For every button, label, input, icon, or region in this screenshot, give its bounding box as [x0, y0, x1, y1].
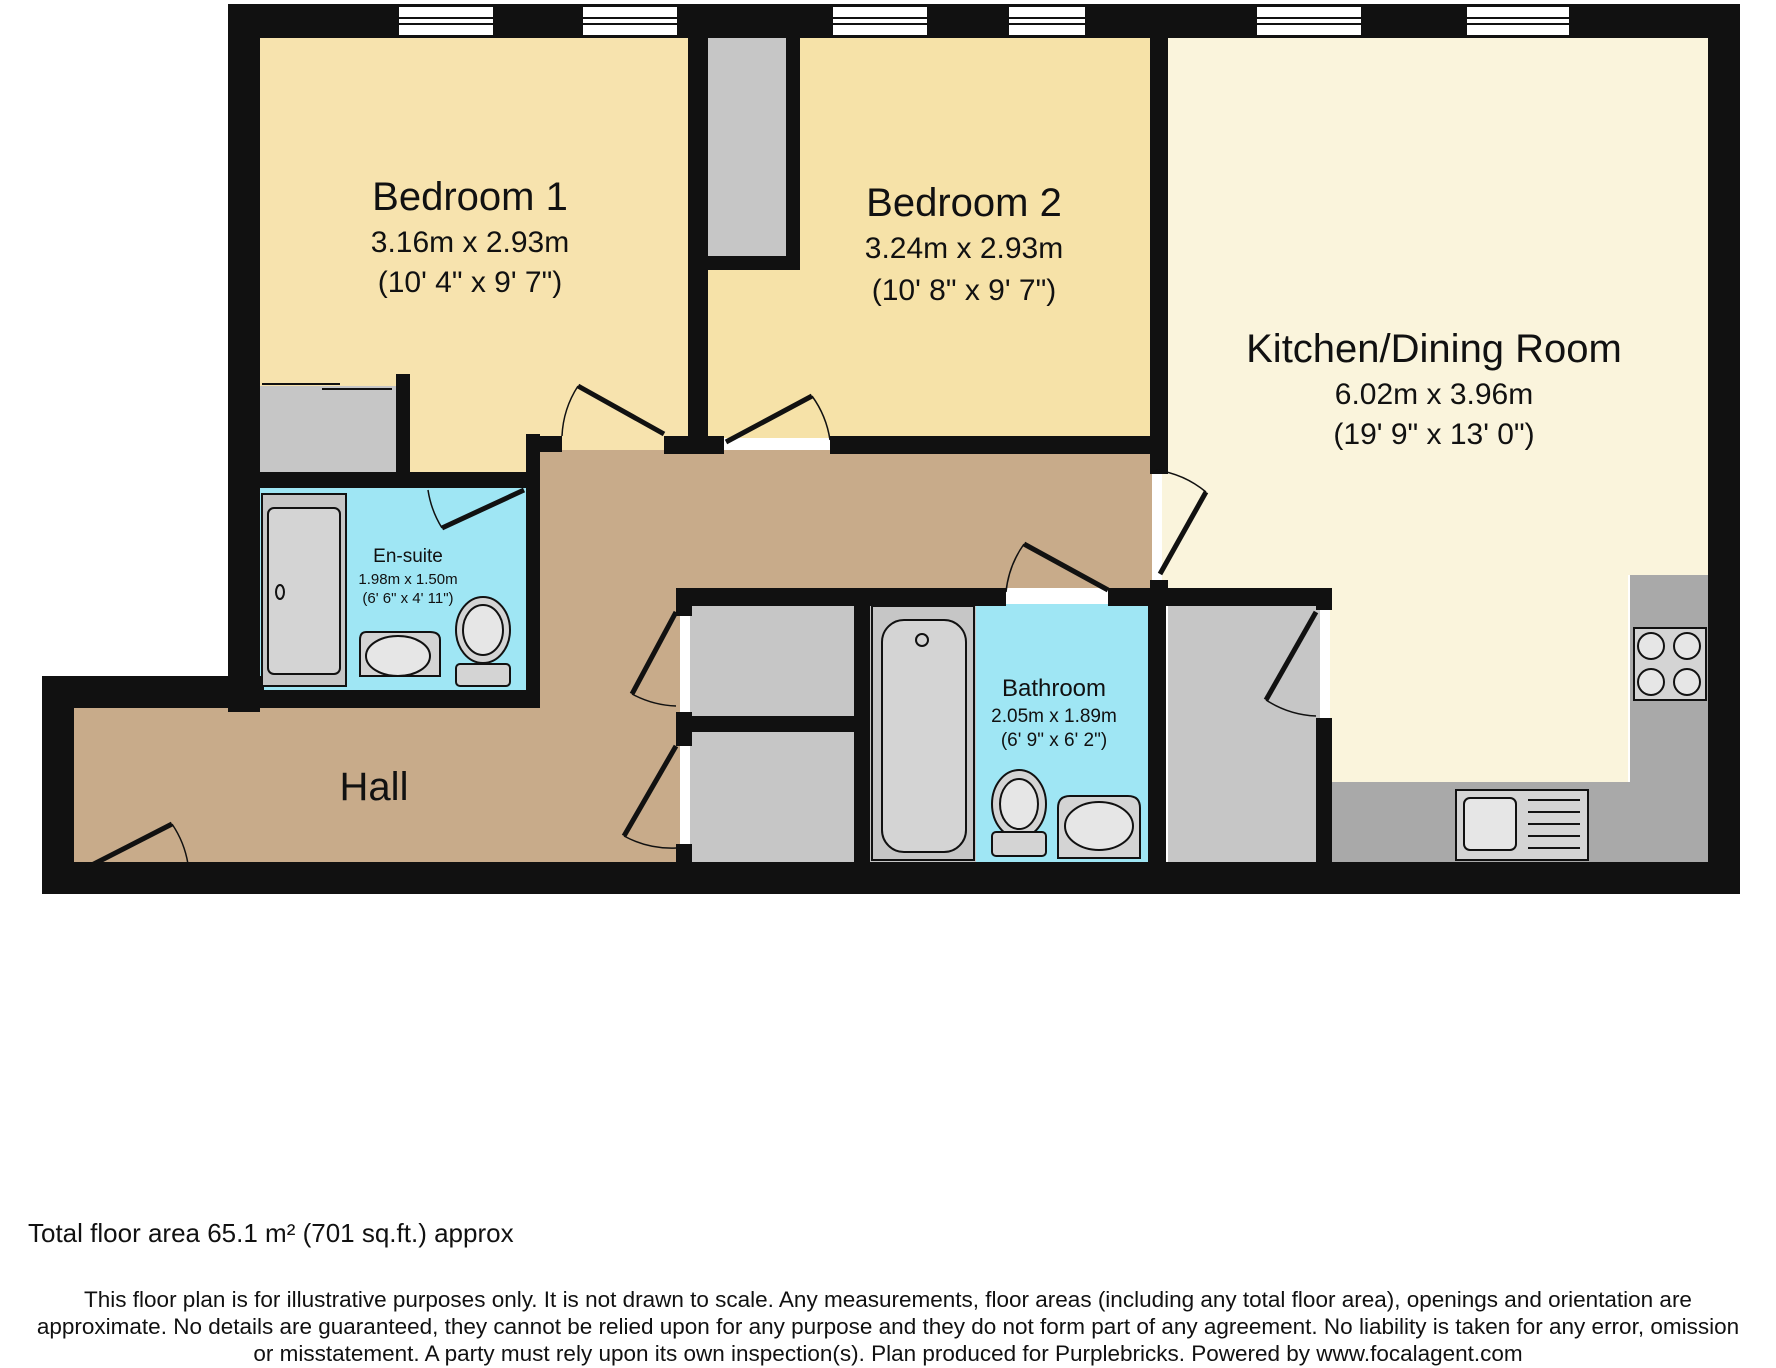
kitchen-name: Kitchen/Dining Room	[1246, 327, 1622, 371]
bathroom-name: Bathroom	[1001, 675, 1107, 702]
ensuite-metric: 1.98m x 1.50m	[358, 571, 458, 588]
hall-name: Hall	[339, 765, 409, 809]
disclaimer-line: This floor plan is for illustrative purposes only. It is not drawn to scale. Any measurements, floor areas (including any total floor area), openings and orientation are	[84, 1287, 1692, 1312]
bathroom-imperial: (6' 9" x 6' 2")	[1000, 730, 1108, 751]
bedroom2-metric: 3.24m x 2.93m	[864, 232, 1064, 265]
disclaimer-line: or misstatement. A party must rely upon its own inspection(s). Plan produced for Purplebricks. Powered by www.focalagent.com	[253, 1341, 1523, 1366]
shower-icon	[262, 494, 346, 686]
ensuite-name: En-suite	[373, 546, 443, 567]
kitchen-imperial: (19' 9" x 13' 0")	[1333, 418, 1535, 451]
bath-icon	[872, 606, 974, 860]
total-floor-area: Total floor area 65.1 m² (701 sq.ft.) approx	[28, 1218, 514, 1248]
bathroom-metric: 2.05m x 1.89m	[991, 706, 1117, 727]
disclaimer-line: approximate. No details are guaranteed, they cannot be relied upon for any purpose and they do not form part of any agreement. No liability is taken for any error, omission	[36, 1314, 1740, 1339]
sink-icon	[1456, 790, 1588, 860]
storage-wardrobe-b1	[258, 386, 396, 472]
window	[832, 6, 928, 36]
window	[582, 6, 678, 36]
bedroom1-imperial: (10' 4" x 9' 7")	[377, 266, 563, 299]
storage-wardrobe-b2	[706, 36, 788, 258]
kitchen-metric: 6.02m x 3.96m	[1334, 378, 1534, 411]
toilet-icon	[992, 770, 1046, 856]
bedroom1-metric: 3.16m x 2.93m	[370, 226, 570, 259]
storage-cupboard-1	[690, 604, 854, 718]
basin-icon	[360, 632, 440, 676]
basin-icon	[1058, 796, 1140, 858]
ensuite-imperial: (6' 6" x 4' 11")	[362, 590, 454, 607]
disclaimer	[0, 1286, 1776, 1367]
storage-cupboard-2	[690, 732, 854, 862]
hob-icon	[1634, 628, 1706, 700]
bedroom2-imperial: (10' 8" x 9' 7")	[871, 274, 1057, 307]
toilet-icon	[456, 597, 510, 686]
window	[1008, 6, 1086, 36]
window	[1256, 6, 1362, 36]
window	[1466, 6, 1570, 36]
window	[398, 6, 494, 36]
bedroom2-name: Bedroom 2	[866, 181, 1062, 225]
bedroom1-name: Bedroom 1	[372, 175, 568, 219]
